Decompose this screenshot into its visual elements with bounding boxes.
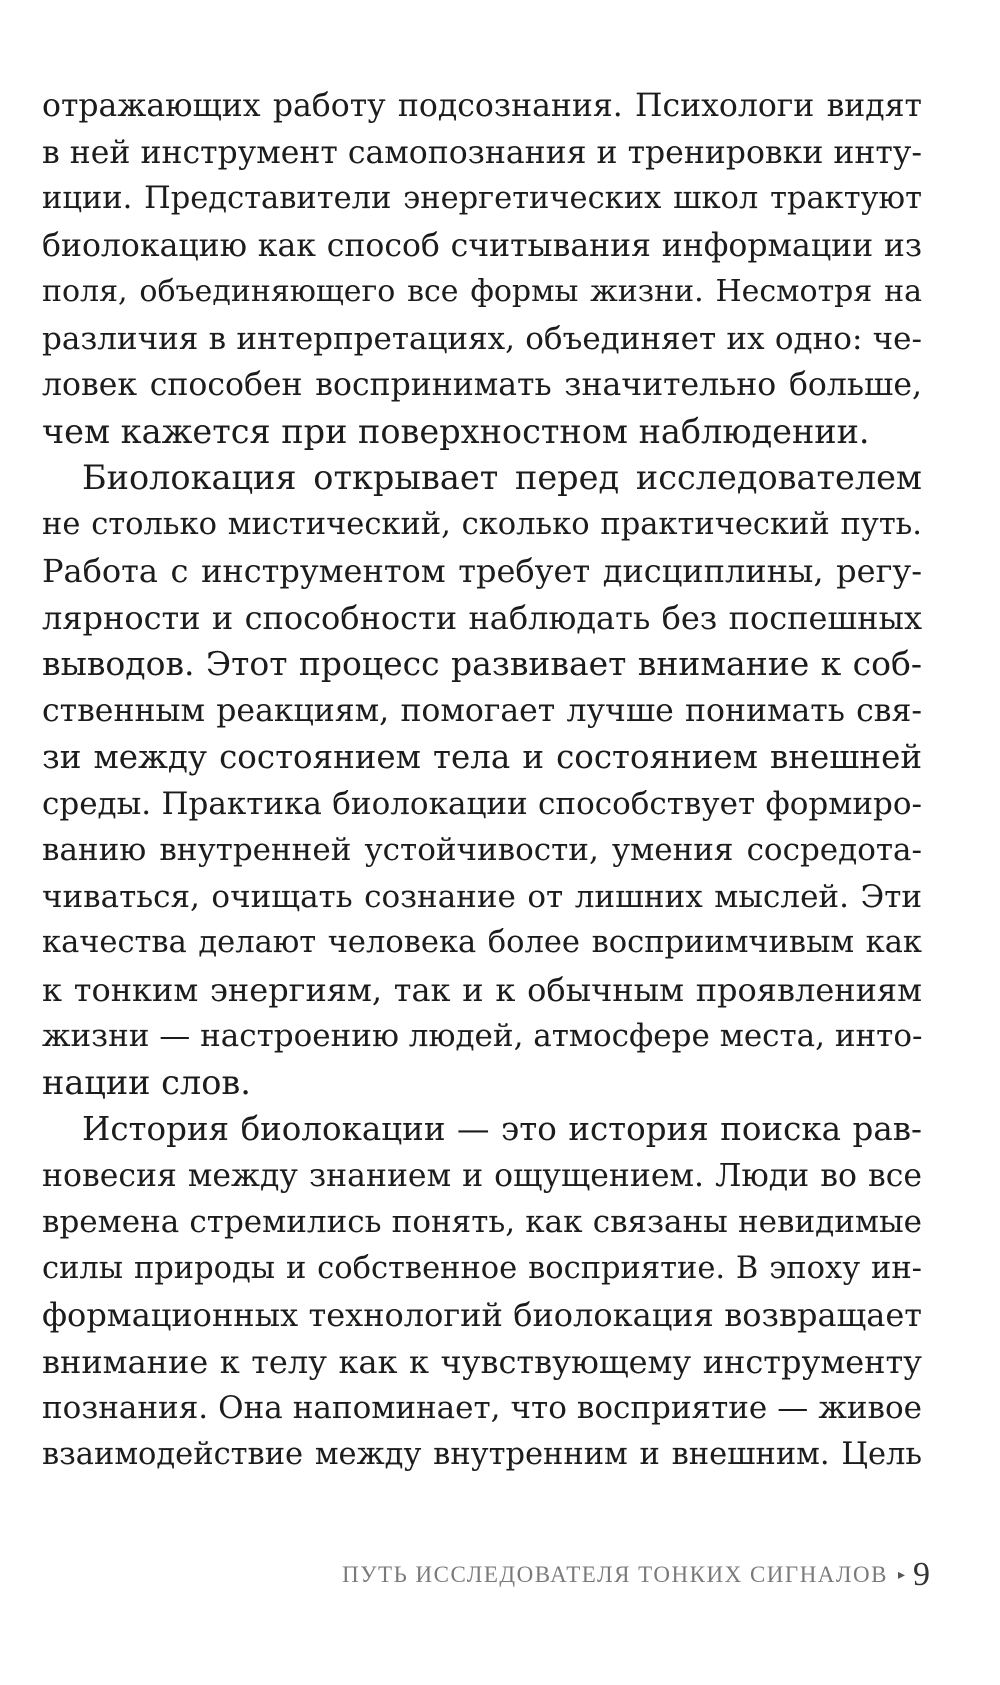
body-text: [42, 83, 922, 1478]
triangle-bullet-icon: ▸: [897, 1567, 905, 1583]
text-line: не столько мистический, сколько практический путь.: [42, 506, 922, 542]
paragraph-first-line: История биолокации — это история поиска рав-: [82, 1110, 922, 1148]
page-number: 9: [913, 1556, 930, 1593]
text-line: отражающих работу подсознания. Психологи видят: [42, 88, 922, 124]
text-line: познания. Она напоминает, что восприятие — живое: [42, 1390, 922, 1426]
text-line: ственным реакциям, помогает лучше понимать свя-: [42, 692, 922, 729]
text-line: новесия между знанием и ощущением. Люди во все: [42, 1157, 922, 1194]
page-footer: [342, 1555, 930, 1595]
text-line: ванию внутренней устойчивости, умения сосредота-: [42, 832, 922, 868]
text-line: внимание к телу как к чувствующему инструменту: [42, 1342, 922, 1381]
text-line: ловек способен воспринимать значительно больше,: [42, 367, 922, 403]
text-line: жизни — настроению людей, атмосфере места, инто-: [42, 1018, 923, 1054]
text-line: выводов. Этот процесс развивает внимание к соб-: [42, 644, 922, 683]
text-line: зи между состоянием тела и состоянием внешней: [42, 738, 922, 776]
text-line: формационных технологий биолокация возвращает: [42, 1296, 922, 1334]
text-line: биолокацию как способ считывания информации из: [42, 227, 922, 264]
text-line: Работа с инструментом требует дисциплины, регу-: [42, 552, 922, 590]
text-line: времена стремились понять, как связаны невидимые: [42, 1204, 922, 1240]
text-line: в ней инструмент самопознания и тренировки инту-: [42, 134, 922, 171]
text-line: чем кажется при поверхностном наблюдении.: [42, 411, 870, 451]
text-line: к тонким энергиям, так и к обычным проявлениям: [42, 970, 922, 1009]
text-line: среды. Практика биолокации способствует формиро-: [42, 785, 922, 822]
text-line: различия в интерпретациях, объединяет их одно: че-: [42, 320, 922, 357]
text-line: иции. Представители энергетических школ трактуют: [42, 181, 922, 216]
text-line: качества делают человека более восприимчивым как: [42, 925, 922, 960]
paragraph-first-line: Биолокация открывает перед исследователем: [82, 458, 922, 497]
text-line: нации слов.: [42, 1062, 251, 1102]
text-line: силы природы и собственное восприятие. В эпоху ин-: [42, 1250, 922, 1286]
text-line: лярности и способности наблюдать без поспешных: [42, 598, 922, 637]
running-title: ПУТЬ ИССЛЕДОВАТЕЛЯ ТОНКИХ СИГНАЛОВ: [342, 1562, 888, 1587]
text-line: чиваться, очищать сознание от лишних мыслей. Эти: [42, 878, 922, 915]
text-line: поля, объединяющего все формы жизни. Несмотря на: [42, 274, 922, 309]
text-line: взаимодействие между внутренним и внешним. Цель: [42, 1436, 922, 1472]
